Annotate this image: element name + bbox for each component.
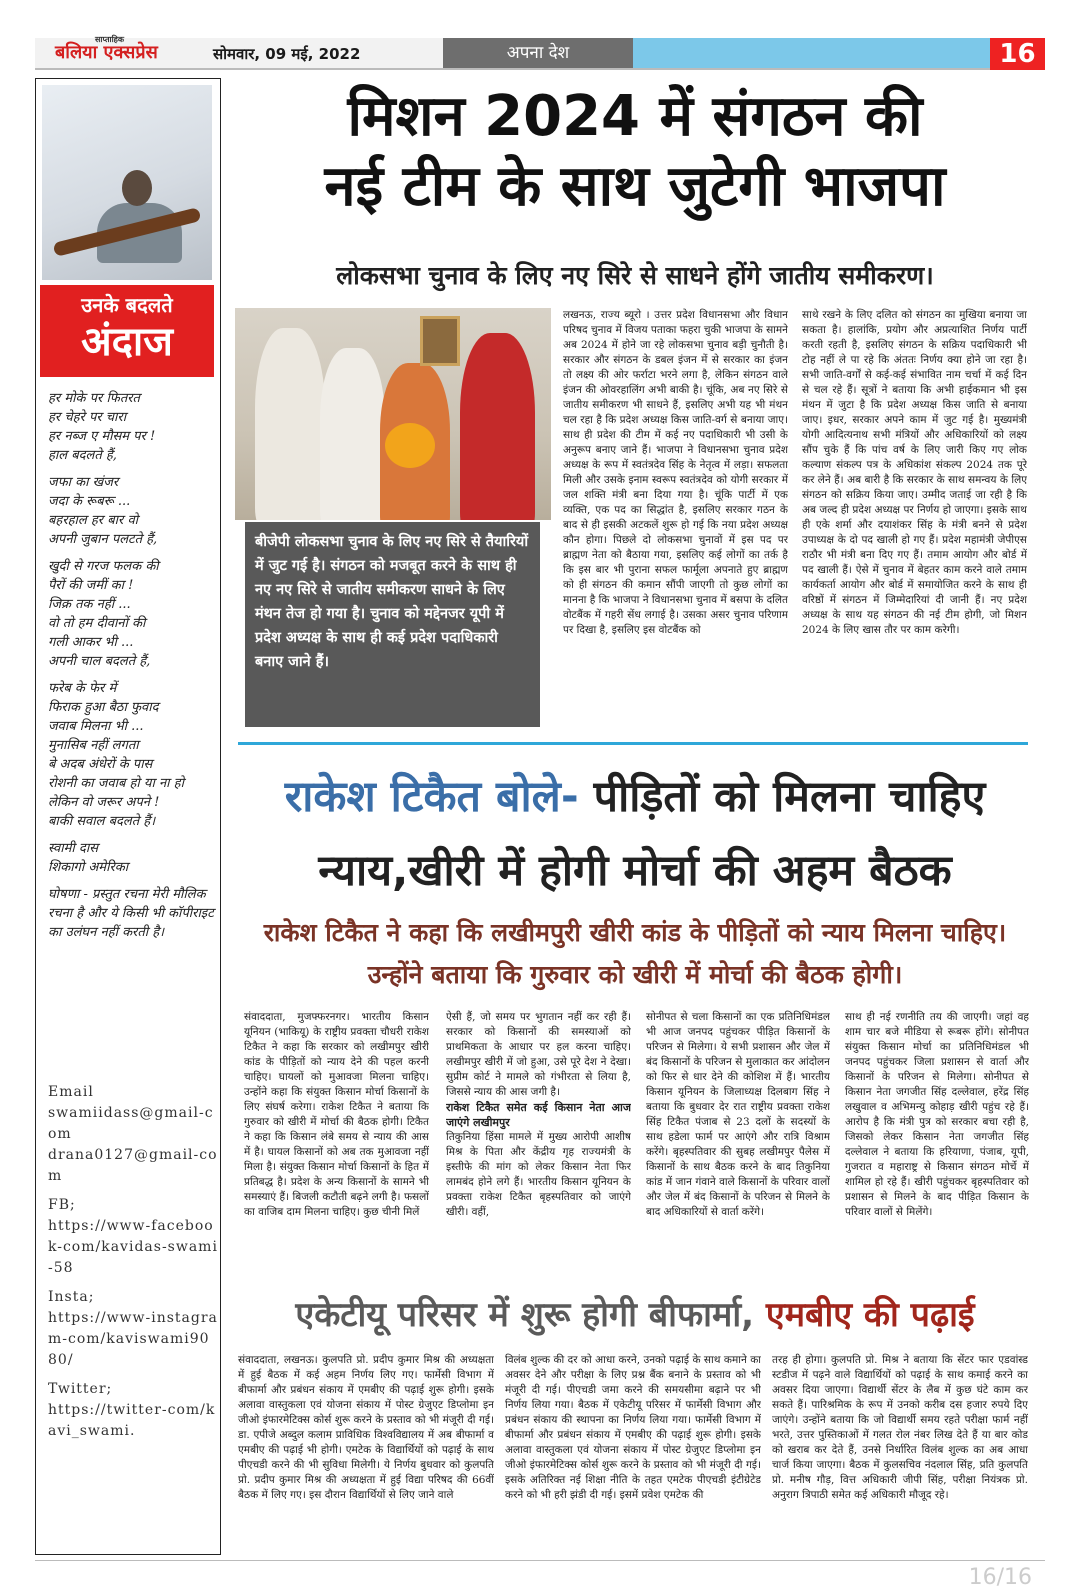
story3-column-1 [238, 1353, 494, 1549]
story2-column-4-text: साथ ही नई रणनीति तय की जाएगी। जहां वह शाम चार बजे मीडिया से रूबरू होंगे। सोनीपत संयुक्त किसान मोर्चा का प्रतिनिधिमंडल भी जनपद पहुंचकर जिला प्रशासन से वार्ता और किसानों के परिजन से मिलेगा। सोनीपत से किसान नेता जगजीत सिंह दल्लेवाल, हरेंद्र सिंह लखुवाल व अभिमन्यु कोहाड़ खीरी पहुंच रहे हैं। आरोप है कि मंत्री पुत्र को सरकार बचा रही है, जिसको लेकर किसान नेता जगजीत सिंह दल्लेवाल ने बताया कि हरियाणा, पंजाब, यूपी, गुजरात व महाराष्ट्र से किसान संगठन मोर्चे में शामिल हो रहे हैं। खीरी पहुंचकर बृहस्पतिवार को प्रशासन से मिलने के बाद पीड़ित किसान के परिवार वालों से मिलेंगे। [845, 1011, 1029, 1218]
header-accent-bar [633, 38, 990, 68]
contact-line: Email [48, 1084, 94, 1100]
section-label: अपना देश [443, 38, 633, 68]
poem-line [48, 549, 218, 557]
contact-line: https://twitter-com/kavi_swami. [48, 1402, 216, 1439]
story3-column-2 [505, 1353, 761, 1549]
paper-logo [55, 35, 158, 64]
poem-line: शिकागो अमेरिका [48, 860, 129, 875]
poem-line: जवाब मिलना भी ... [48, 719, 144, 734]
contact-line: drana0127@gmail-com [48, 1147, 218, 1184]
poem-line: गली आकर भी ... [48, 635, 134, 650]
contact-line: Twitter; [48, 1381, 113, 1397]
story1-headline [240, 82, 1030, 222]
poem-line: हर मोके पर फितरत [48, 391, 140, 406]
flower-bouquet [385, 423, 435, 468]
story2-headline-part-a: राकेश टिकैत बोले- [284, 772, 579, 822]
story1-column-2-text: साथे रखने के लिए दलित को संगठन का मुखिया बनाया जा सकता है। हालांकि, प्रयोग और अप्रत्याशित निर्णय पार्टी करती रहती है, इसलिए संगठन के सक्रिय पदाधिकारी भी टोह नहीं ले पा रहे कि अंततः निर्णय क्या होने जा रहा है। सभी जाति-वर्गों से कई-कई संभावित नाम चर्चा में कई दिन से चल रहे हैं। सूत्रों ने बताया कि अभी हाईकमान भी इस मंथन में जुटा है कि प्रदेश अध्यक्ष किस जाति से बनाया जाए। इधर, सरकार अपने काम में जुट गई है। मुख्यमंत्री योगी आदित्यनाथ सभी मंत्रियों और अधिकारियों को लक्ष्य सौंप चुके हैं कि पांच वर्ष के लिए जारी किए गए लोक कल्याण संकल्प पत्र के अधिकांश संकल्प 2024 तक पूरे कर लेने हैं। अब बारी है कि सरकार के साथ समन्वय के लिए संगठन को सक्रिय किया जाए। उम्मीद जताई जा रही है कि अब जल्द ही प्रदेश अध्यक्ष पर निर्णय हो जाएगा। इसके साथ ही एके शर्मा और दयाशंकर सिंह के मंत्री बनने से प्रदेश उपाध्यक्ष के दो पद खाली हो गए हैं। प्रदेश महामंत्री जेपीएस राठौर भी मंत्री बना दिए गए हैं। तमाम आयोग और बोर्ड में पद खाली हैं। ऐसे में चुनाव में बेहतर काम करने वाले तमाम कार्यकर्ता आयोग और बोर्ड में समायोजित करने के साथ ही वरिष्ठों में संगठन में जिम्मेदारियां दी जानी हैं। नए प्रदेश अध्यक्ष के साथ यह संगठन की नई टीम होगी, जो मिशन 2024 के लिए खास तौर पर काम करेगी। [802, 309, 1027, 636]
story1-column-2 [802, 308, 1027, 726]
poem-text [48, 389, 218, 942]
story3-column-3-text: तरह ही होगा। कुलपति प्रो. मिश्र ने बताया कि सेंटर फार एडवांस्ड स्टडीज में पढ़ने वाले विद्यार्थियों को पढ़ाई के साथ कमाई करने का अवसर दिया जाएगा। विद्यार्थी सेंटर के लैब में कुछ घंटे काम कर सकते हैं। पारिश्रमिक के रूप में उनको करीब दस हजार रुपये दिए जाएंगे। उन्होंने बताया कि जो विद्यार्थी समय रहते परीक्षा फार्म नहीं भरते, उत्तर पुस्तिकाओं में गलत रोल नंबर लिख देते हैं या बार कोड को खराब कर देते हैं, उनसे निर्धारित विलंब शुल्क का अब आधा चार्ज किया जाएगा। बैठक में कुलसचिव नंदलाल सिंह, प्रति कुलपति प्रो. मनीष गौड़, वित्त अधिकारी जीपी सिंह, परीक्षा नियंत्रक प्रो. अनुराग त्रिपाठी समेत कई अधिकारी मौजूद रहे। [772, 1354, 1028, 1501]
poem-line: हर नब्ज ए मौसम पर ! [48, 429, 156, 444]
story3-column-2-text: विलंब शुल्क की दर को आधा करने, उनको पढ़ाई के साथ कमाने का अवसर देने और परीक्षा के लिए प्रश्न बैंक बनाने के प्रस्ताव को भी मंजूरी दी गई। पीएचडी जमा करने की समयसीमा बढ़ाने पर भी निर्णय लिया गया। बैठक में एकेटीयू परिसर में फार्मेसी विभाग और प्रबंधन संकाय की स्थापना का निर्णय लिया गया। फार्मेसी विभाग में बीफार्मा और प्रबंधन संकाय में एमबीए की पढ़ाई शुरू होगी। इसके अलावा वास्तुकला एवं योजना संकाय में पोस्ट ग्रेजुएट डिप्लोमा इन जीओ इंफारमेटिक्स कोर्स शुरू करने के प्रस्ताव को भी मंजूरी दी गई। इसके अतिरिक्त नई शिक्षा नीति के तहत एमटेक पीएचडी इंटीग्रेटेड करने को भी हरी झंडी दी गई। इसमें प्रवेश एमटेक की [505, 1354, 761, 1501]
poem-line: फिराक हुआ बैठा फुवाद [48, 700, 159, 715]
story2-column-2 [446, 1010, 631, 1282]
poem-line: हर चेहरे पर चारा [48, 410, 127, 425]
poem-line: लेकिन वो जरूर अपने ! [48, 795, 160, 810]
poem-line: रोशनी का जवाब हो या ना हो [48, 776, 184, 791]
poem-line: बे अदब अंधेरों के पास [48, 757, 153, 772]
story2-column-3 [646, 1010, 830, 1282]
story1-photo [235, 308, 551, 520]
story2-headline-part-b: पीड़ितों को मिलना चाहिए [593, 772, 986, 822]
poem-line [48, 465, 218, 473]
page-footer-line [35, 1560, 1045, 1561]
poem-title-line2: अंदाज [81, 319, 173, 365]
poet-head [122, 170, 152, 206]
poem-line: फरेब के फेर में [48, 681, 117, 696]
photo-person-1 [255, 328, 325, 520]
masthead-bar [35, 35, 1045, 70]
story3-column-1-text: संवाददाता, लखनऊ। कुलपति प्रो. प्रदीप कुमार मिश्र की अध्यक्षता में हुई बैठक में कई अहम निर्णय लिए गए। फार्मेसी विभाग में बीफार्मा और प्रबंधन संकाय में एमबीए की पढ़ाई शुरू होगी। इसके अलावा वास्तुकला एवं योजना संकाय में पोस्ट ग्रेजुएट डिप्लोमा इन जीओ इंफारमेटिक्स कोर्स शुरू करने के प्रस्ताव को भी मंजूरी दी गई। डा. एपीजे अब्दुल कलाम प्राविधिक विश्वविद्यालय में अब बीफार्मा व एमबीए की पढ़ाई भी होगी। एमटेक के विद्यार्थियों को पढ़ाई के साथ पीएचडी करने की भी सुविधा मिलेगी। ये निर्णय बुधवार को कुलपति प्रो. प्रदीप कुमार मिश्र की अध्यक्षता में हुई विद्या परिषद की 66वीं बैठक में लिए गए। इस दौरान विद्यार्थियों से लिए जाने वाले [238, 1354, 494, 1501]
story2-column-2-text-b: तिकुनिया हिंसा मामले में मुख्य आरोपी आशीष मिश्र के पिता और केंद्रीय गृह राज्यमंत्री के इस्तीफे की मांग को लेकर किसान नेता फिर लामबंद होने लगे हैं। भारतीय किसान यूनियन के प्रवक्ता राकेश टिकैत बृहस्पतिवार को जाएंगे खीरी। वहीं, [446, 1131, 631, 1218]
page-count: 16/16 [968, 1565, 1032, 1590]
wall-portrait [420, 316, 460, 366]
paper-small-label: साप्ताहिक [95, 35, 125, 44]
story2-column-2-text-a: ऐसी हैं, जो समय पर भुगतान नहीं कर रही हैं। सरकार को किसानों की समस्याओं को प्राथमिकता के आधार पर हल करना चाहिए। लखीमपुर खीरी में जो हुआ, उसे पूरे देश ने देखा। सुप्रीम कोर्ट ने मामले को गंभीरता से लिया है, जिससे न्याय की आस जगी है। [446, 1011, 631, 1098]
contact-line: Insta; [48, 1289, 95, 1305]
poem-line: बाकी सवाल बदलते हैं। [48, 814, 156, 829]
issue-date: सोमवार, 09 मई, 2022 [213, 45, 361, 63]
contact-line: https://www-instagram-com/kaviswami9080/ [48, 1310, 218, 1368]
story2-column-1 [244, 1010, 429, 1282]
poem-line: जदा के रूबरू ... [48, 494, 131, 509]
story2-subhead: राकेश टिकैत ने कहा कि लखीमपुरी खीरी कांड के पीड़ितों को न्याय मिलना चाहिए। उन्होंने बताया कि गुरुवार को खीरी में मोर्चा की बैठक होगी। [263, 918, 1007, 989]
contact-line: swamiidass@gmail-com [48, 1105, 214, 1142]
contact-line [48, 1187, 218, 1195]
poem-title-banner [40, 285, 214, 377]
poem-line: पैरों की जमीं का ! [48, 578, 134, 593]
poem-line: जिक्र तक नहीं ... [48, 597, 131, 612]
story1-headline-line2: नई टीम के साथ जुटेगी भाजपा [324, 154, 946, 219]
story3-headline-part-b: एमबीए की पढ़ाई [765, 1295, 975, 1335]
paper-name: बलिया एक्सप्रेस [55, 42, 158, 63]
poem-title-line1: उनके बदलते [81, 293, 173, 317]
story2-headline [240, 760, 1030, 908]
poem-line: अपनी जुबान पलटते हैं, [48, 532, 158, 547]
poem-line: मुनासिब नहीं लगता [48, 738, 139, 753]
story1-column-1 [563, 308, 788, 726]
poem-line: वो तो हम दीवानों की [48, 616, 146, 631]
contact-line [48, 1371, 218, 1379]
contact-line: https://www-facebook-com/kavidas-swami-58 [48, 1218, 218, 1276]
story1-headline-line1: मिशन 2024 में संगठन की [347, 84, 923, 149]
story3-headline-part-a: एकेटीयू परिसर में शुरू होगी बीफार्मा, [295, 1295, 755, 1335]
poem-line: घोषणा - प्रस्तुत रचना मेरी मौलिक रचना है और ये किसी भी कॉपीराइट का उलंघन नहीं करती है। [48, 887, 214, 940]
poem-sidebar [35, 78, 221, 1555]
poem-line: बहरहाल हर बार वो [48, 513, 139, 528]
contact-line [48, 1279, 218, 1287]
poem-line [48, 831, 218, 839]
story2-column-3-text: सोनीपत से चला किसानों का एक प्रतिनिधिमंडल भी आज जनपद पहुंचकर पीड़ित किसानों के परिजन से मिलेगा। ये सभी प्रशासन और जेल में बंद किसानों के परिजन से मुलाकात कर आंदोलन को फिर से धार देने की कोशिश में हैं। भारतीय किसान यूनियन के जिलाध्यक्ष दिलबाग सिंह ने बताया कि बुधवार देर रात राष्ट्रीय प्रवक्ता राकेश सिंह टिकैत पंजाब से 23 दलों के सदस्यों के साथ हडेला फार्म पर आएंगे और रात्रि विश्राम करेंगे। बृहस्पतिवार की सुबह लखीमपुर पैलेस में किसानों के साथ बैठक करने के बाद तिकुनिया कांड में जान गंवाने वाले किसानों के परिवार वालों और जेल में बंद किसानों के परिजन से मिलने के बाद अधिकारियों से वार्ता करेंगे। [646, 1011, 830, 1218]
page-number: 16 [990, 38, 1045, 70]
poet-contact [48, 1082, 218, 1442]
story3-headline [240, 1290, 1030, 1336]
photo-person-2 [320, 348, 385, 520]
story2-column-4 [845, 1010, 1029, 1282]
poem-line: हाल बदलते हैं, [48, 448, 117, 463]
poem-line: जफा का खंजर [48, 475, 119, 490]
contact-line: FB; [48, 1197, 76, 1213]
story2-column-1-text: संवाददाता, मुजफ्फरनगर। भारतीय किसान यूनियन (भाकियू) के राष्ट्रीय प्रवक्ता चौधरी राकेश टिकैत ने कहा कि सरकार को लखीमपुर खीरी कांड के पीड़ितों को न्याय देने की पहल करनी चाहिए। घायलों को मुआवजा मिलना चाहिए। उन्होंने कहा कि संयुक्त किसान मोर्चा किसानों के लिए संघर्ष करेगा। राकेश टिकैत ने बताया कि गुरुवार को खीरी में मोर्चा की बैठक होगी। टिकैत ने कहा कि किसान लंबे समय से न्याय की आस में है। घायल किसानों को अब तक मुआवजा नहीं मिला है। संयुक्त किसान मोर्चा किसानों के हित में प्रतिबद्ध है। प्रदेश के अन्य किसानों के सामने भी समस्याएं हैं। बिजली कटौती बढ़ने लगी है। फसलों का वाजिब दाम मिलना चाहिए। कुछ चीनी मिलें [244, 1011, 429, 1218]
poem-line: अपनी चाल बदलते हैं, [48, 654, 151, 669]
poem-line [48, 877, 218, 885]
section-divider [238, 742, 1028, 745]
story2-column-2-subhead: राकेश टिकैत समेत कई किसान नेता आज जाएंगे लखीमपुर [446, 1101, 631, 1129]
story2-headline-line2: न्याय,खीरी में होगी मोर्चा की अहम बैठक [318, 846, 952, 896]
poem-line: स्वामी दास [48, 841, 98, 856]
photo-person-4 [460, 333, 535, 520]
poem-line [48, 671, 218, 679]
poet-photo [42, 85, 212, 280]
poem-line: खुदी से गरज फलक की [48, 559, 159, 574]
story1-column-1-text: लखनऊ, राज्य ब्यूरो । उत्तर प्रदेश विधानसभा और विधान परिषद चुनाव में विजय पताका फहरा चुकी भाजपा के सामने अब 2024 में होने जा रहे लोकसभा चुनाव बड़ी चुनौती है। सरकार और संगठन के डबल इंजन में से सरकार का इंजन तो लक्ष्य की ओर फर्राटा भरने लगा है, लेकिन संगठन वाले इंजन की ओवरहालिंग अभी बाकी है। चूंकि, अब नए सिरे से जातीय समीकरण भी साधने हैं, इसलिए अभी यह भी मंथन चल रहा है कि प्रदेश अध्यक्ष किस जाति-वर्ग से बनाया जाए। साथ ही प्रदेश की टीम में कई नए पदाधिकारी भी उसी के अनुरूप बनाए जाने हैं। भाजपा ने विधानसभा चुनाव प्रदेश अध्यक्ष के रूप में स्वतंत्रदेव सिंह के नेतृत्व में लड़ा। सफलता मिली और उसके इनाम स्वरूप स्वतंत्रदेव को योगी सरकार में जल शक्ति मंत्री बना दिया गया है। चूंकि पार्टी में एक व्यक्ति, एक पद का सिद्धांत है, इसलिए सरकार गठन के बाद से ही इसकी अटकलें शुरू हो गई कि नया प्रदेश अध्यक्ष कौन होगा। पिछले दो लोकसभा चुनावों में इस पद पर ब्राह्मण नेता को बैठाया गया, इसलिए कई लोगों का तर्क है कि इस बार भी पुराना सफल फार्मूला अपनाते हुए ब्राह्मण को ही संगठन की कमान सौंपी जाएगी तो कुछ लोगों का मानना है कि भाजपा ने विधानसभा चुनाव में बसपा के दलित वोटबैंक में गहरी सेंध लगाई है। उसका असर चुनाव परिणाम पर दिखा है, इसलिए इस वोटबैंक को [563, 309, 788, 636]
story3-column-3 [772, 1353, 1028, 1549]
story1-pull-quote: बीजेपी लोकसभा चुनाव के लिए नए सिरे से तैयारियों में जुट गई है। संगठन को मजबूत करने के साथ ही नए नए सिरे से जातीय समीकरण साधने के लिए मंथन तेज हो गया है। चुनाव को मद्देनजर यूपी में प्रदेश अध्यक्ष के साथ ही कई प्रदेश पदाधिकारी बनाए जाने हैं। [245, 522, 540, 727]
story1-subhead: लोकसभा चुनाव के लिए नए सिरे से साधने होंगे जातीय समीकरण। [336, 261, 934, 290]
